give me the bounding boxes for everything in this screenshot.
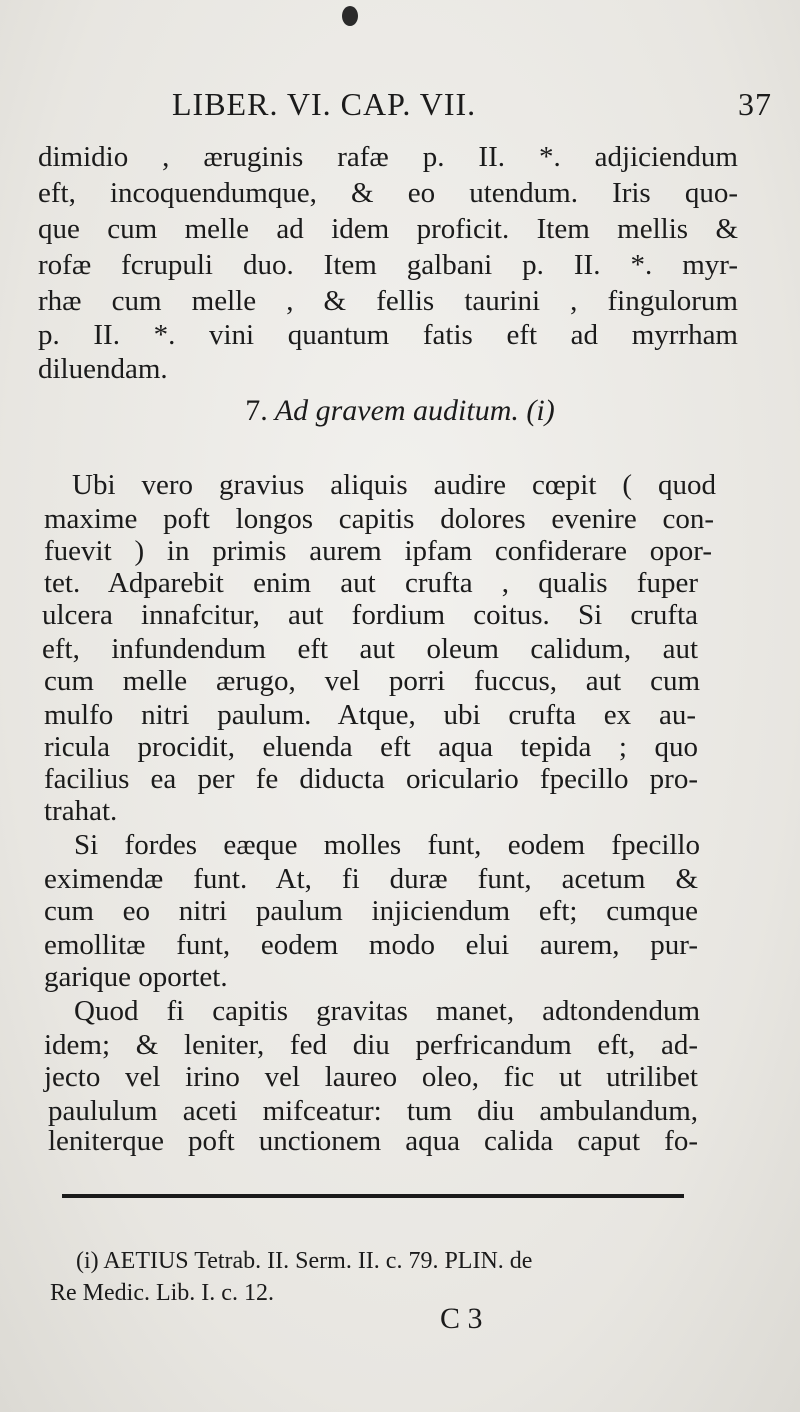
text-line: cum eo nitri paulum injiciendum eft; cumque — [44, 895, 698, 927]
text-line: trahat. — [44, 795, 118, 827]
section-heading — [0, 394, 800, 428]
running-header — [40, 86, 772, 130]
text-line: garique oportet. — [44, 961, 228, 993]
text-line: eft, infundendum eft aut oleum calidum, aut — [42, 633, 698, 665]
text-line: paululum aceti mifceatur: tum diu ambulandum, — [48, 1095, 698, 1127]
text-line: diluendam. — [38, 353, 168, 385]
text-line: eft, incoquendumque, & eo utendum. Iris quo- — [38, 177, 738, 209]
text-line: fuevit ) in primis aurem ipfam confiderare opor- — [44, 535, 712, 567]
text-line: cum melle ærugo, vel porri fuccus, aut cum — [44, 665, 700, 697]
text-line: p. II. *. vini quantum fatis eft ad myrrham — [38, 319, 738, 351]
text-line: mulfo nitri paulum. Atque, ubi crufta ex au- — [44, 699, 696, 731]
text-line: idem; & leniter, fed diu perfricandum eft, ad- — [44, 1029, 698, 1061]
signature-mark: C 3 — [440, 1302, 483, 1335]
footnote-line: (i) AETIUS Tetrab. II. Serm. II. c. 79. PLIN. de — [76, 1248, 533, 1274]
header-title: LIBER. VI. CAP. VII. — [172, 86, 477, 122]
text-line: Ubi vero gravius aliquis audire cœpit ( quod — [72, 469, 716, 501]
ink-blot — [342, 6, 358, 26]
text-line: Quod fi capitis gravitas manet, adtondendum — [74, 995, 700, 1027]
text-line: ulcera innafcitur, aut fordium coitus. Si crufta — [42, 599, 698, 631]
text-line: jecto vel irino vel laureo oleo, fic ut utrilibet — [44, 1061, 698, 1093]
text-line: ricula procidit, eluenda eft aqua tepida ; quo — [44, 731, 698, 763]
text-line: rhæ cum melle , & fellis taurini , fingulorum — [38, 285, 738, 317]
text-line: rofæ fcrupuli duo. Item galbani p. II. *. myr- — [38, 249, 738, 281]
footnote-line: Re Medic. Lib. I. c. 12. — [50, 1280, 274, 1306]
page-number: 37 — [738, 86, 772, 122]
text-line: eximendæ funt. At, fi duræ funt, acetum & — [44, 863, 698, 895]
text-line: tet. Adparebit enim aut crufta , qualis fuper — [44, 567, 698, 599]
section-number: 7. — [245, 394, 268, 427]
footnote-rule — [62, 1194, 684, 1198]
text-line: leniterque poft unctionem aqua calida caput fo- — [48, 1125, 698, 1157]
text-line: emollitæ funt, eodem modo elui aurem, pur- — [44, 929, 698, 961]
text-line: Si fordes eæque molles funt, eodem fpecillo — [74, 829, 700, 861]
text-line: dimidio , æruginis rafæ p. II. *. adjiciendum — [38, 141, 738, 173]
text-line: facilius ea per fe diducta oriculario fpecillo pro- — [44, 763, 698, 795]
text-line: que cum melle ad idem proficit. Item mellis & — [38, 213, 738, 245]
section-title: Ad gravem auditum. — [274, 394, 519, 427]
footnote-reference: (i) — [526, 394, 555, 427]
text-line: maxime poft longos capitis dolores evenire con- — [44, 503, 714, 535]
